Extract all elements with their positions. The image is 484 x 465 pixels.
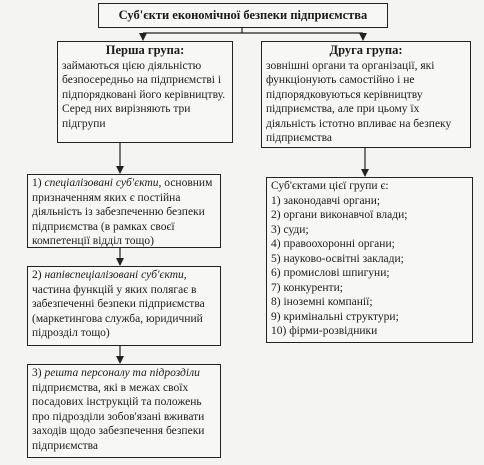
subgroup3-term: решта персоналу та підрозділи <box>44 367 200 379</box>
subgroup2-text <box>32 268 216 341</box>
list-item: 7) конкуренти; <box>271 281 343 294</box>
subgroup2-num: 2) <box>32 269 45 281</box>
subgroup3-desc: підприємства, які в межах своїх посадових інструкцій та положень про підрозділи зобов'язані вживати заходів щодо забезпечення безпеки підприємства <box>32 381 205 452</box>
list-item: 3) суди; <box>271 223 309 236</box>
list-item: 9) кримінальні структури; <box>271 310 399 323</box>
subgroup3-num: 3) <box>32 367 45 379</box>
subgroup2-term: напівспеціалізовані суб'єкти <box>44 269 184 281</box>
list-item: 6) промислові шпигуни; <box>271 267 390 279</box>
group1-text: займаються цією діяльністю безпосередньо на підприємстві і підпорядковані його керівництву. Серед них вирізняють три підгрупи <box>62 59 226 130</box>
list-item: 4) правоохоронні органи; <box>271 238 395 250</box>
group2-text: зовнішні органи та організації, які функціонують самостійно і не підпорядковуються керівництву підприємства, але при цьому їх діяльність істотно впливає на безпеку підприємства <box>266 59 452 144</box>
group1-heading: Перша група: <box>105 43 185 57</box>
subgroup1-desc: , основним призначенням яких є постійна діяльність із забезпеченню безпеки підприємства (в рамках своєї компетенції відділ тощо) <box>32 177 213 247</box>
group2-heading: Друга група: <box>329 43 403 57</box>
group2-box <box>261 41 471 148</box>
list-item: 10) фірми-розвідники <box>271 325 378 337</box>
list-item: 8) іноземні компанії; <box>271 296 373 308</box>
subgroup2-desc: , частина функцій у яких полягає в забезпеченні безпеки підприємства (маркетингова служба, юридичний підрозділ тощо) <box>32 269 205 339</box>
subgroup2-box <box>27 266 221 346</box>
list-item: 2) органи виконавчої влади; <box>271 209 408 221</box>
diagram-title: Суб'єкти економічної безпеки підприємства <box>98 3 388 28</box>
subgroup1-num: 1) <box>32 177 45 189</box>
subgroup1-term: спеціалізовані суб'єкти <box>44 177 159 189</box>
subgroup1-text <box>32 176 216 249</box>
subgroup3-box <box>27 364 221 458</box>
subgroup3-text <box>32 366 216 453</box>
list-heading: Суб'єктами цієї групи є: <box>271 180 389 192</box>
subgroup1-box <box>27 174 221 248</box>
group2-list-box <box>266 177 473 343</box>
list-item: 1) законодавчі органи; <box>271 194 381 207</box>
list-item: 5) науково-освітні заклади; <box>271 252 404 265</box>
group1-box <box>57 41 233 143</box>
